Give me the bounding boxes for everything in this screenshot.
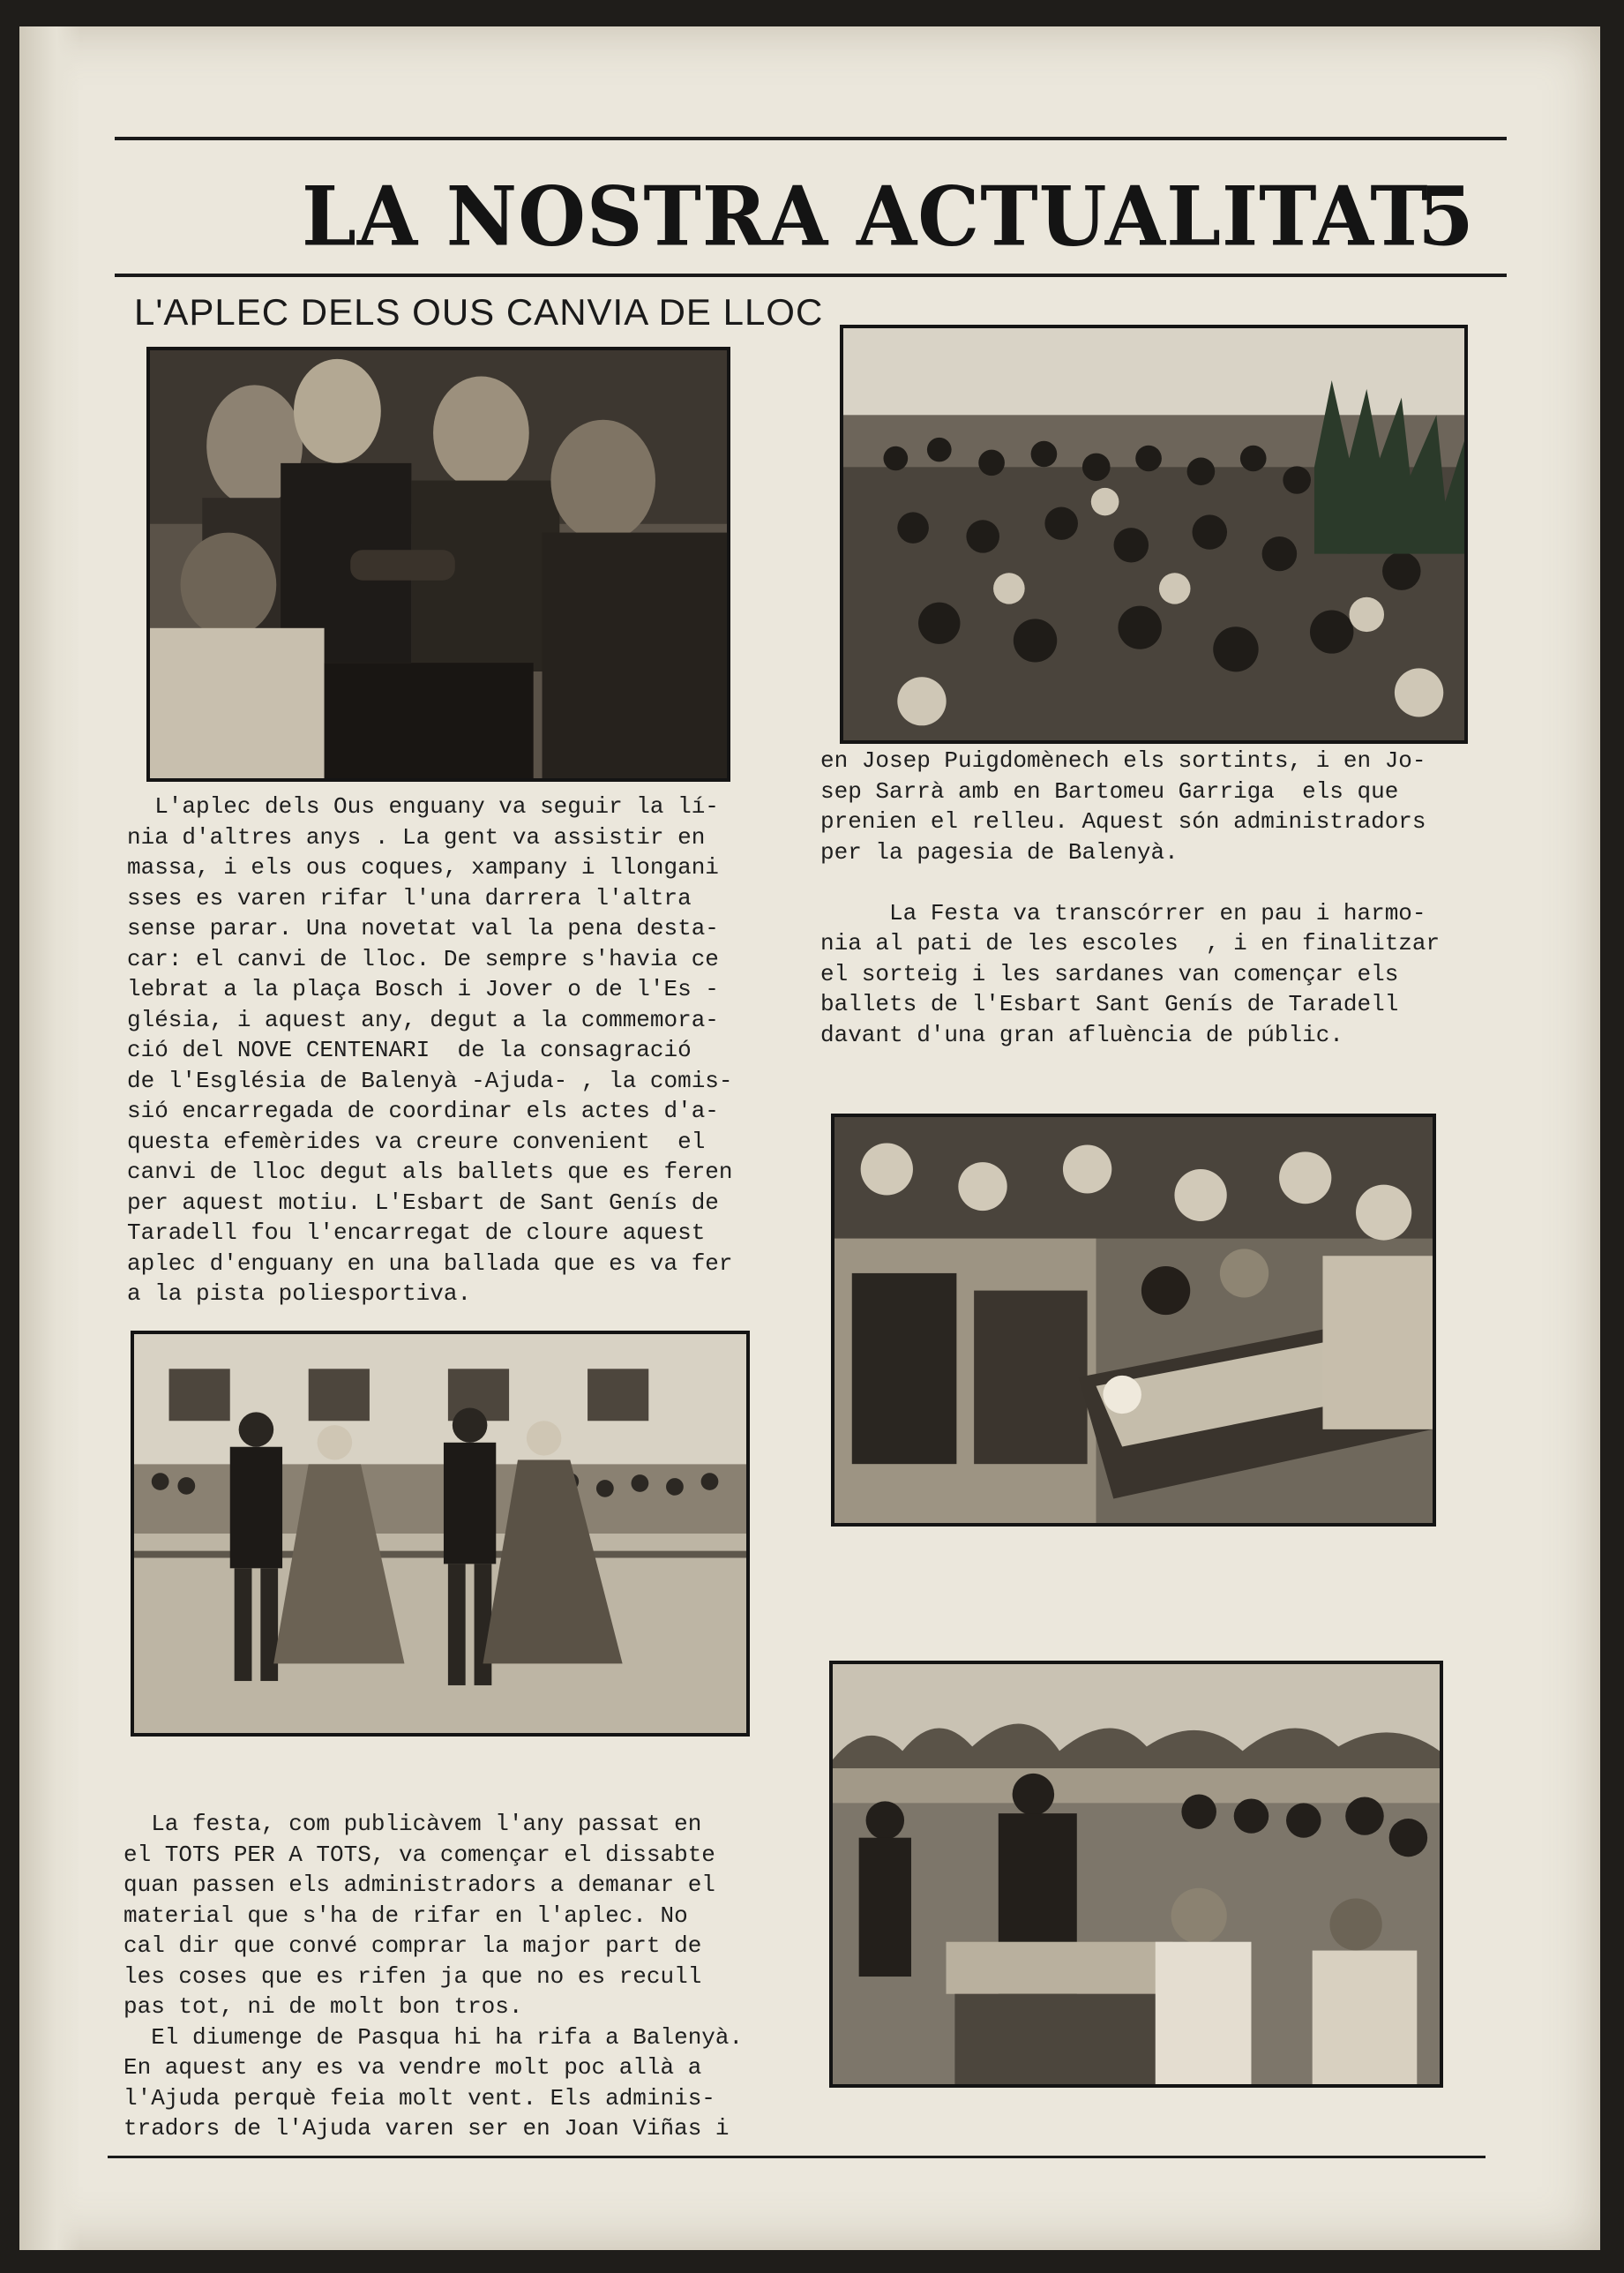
article-column-1-bottom: La festa, com publicàvem l'any passat en el TOTS PER A TOTS, va començar el dissabte quan passen els administradors a demanar el material que s'ha de rifar en l'aplec. No cal dir que convé comprar la major part de les coses que es rifen ja que no es recull pas tot, ni de molt bon tros. El diumenge de Pasqua hi ha rifa a Balenyà. En aquest any es va vendre molt poc allà a l'Ajuda perquè feia molt vent. Els adminis- tradors de l'Ajuda varen ser en Joan Viñas i bbox=[123, 1811, 744, 2142]
photo-raffle-table bbox=[831, 1114, 1436, 1527]
photo-courtyard-crowd bbox=[840, 325, 1468, 744]
page-number: 5 bbox=[1418, 169, 1475, 264]
masthead-bottom-rule bbox=[115, 274, 1507, 277]
article-headline: L'APLEC DELS OUS CANVIA DE LLOC bbox=[134, 291, 824, 333]
magazine-page bbox=[19, 26, 1600, 2250]
photo-crowd-closeup bbox=[146, 347, 730, 782]
article-column-2-top: en Josep Puigdomènech els sortints, i en Jo- sep Sarrà amb en Bartomeu Garriga els que prenien el relleu. Aquest són administradors per la pagesia de Balenyà. La Festa va transcórrer en pau i harmo- nia al pati de les escoles , i en finalitzar el sorteig i les sardanes van començar els ballets de l'Esbart Sant Genís de Taradell davant d'una gran afluència de públic. bbox=[820, 747, 1441, 1048]
masthead-title: LA NOSTRA ACTUALITAT bbox=[302, 168, 1429, 265]
masthead-top-rule bbox=[115, 137, 1507, 140]
page-binding-shadow bbox=[19, 26, 81, 2250]
footer-rule bbox=[108, 2156, 1486, 2158]
article-column-1-top: L'aplec dels Ous enguany va seguir la lí- nia d'altres anys . La gent va assistir en massa, i els ous coques, xampany i llongani sses es varen rifar l'una darrera l'altra sense parar. Una novetat val la pena desta- car: el canvi de lloc. De sempre s'havia ce lebrat a la plaça Bosch i Jover o de l'Es - glésia, i aquest any, degut a la commemora- ció del NOVE CENTENARI de la consagració de l'Església de Balenyà -Ajuda- , la comis- sió encarregada de coordinar els actes d'a- questa efemèrides va creure convenient el canvi de lloc degut als ballets que es feren per aquest motiu. L'Esbart de Sant Genís de Taradell fou l'encarregat de cloure aquest aplec d'enguany en una ballada que es va fer a la pista poliesportiva. bbox=[127, 793, 733, 1307]
photo-outdoor-gathering bbox=[829, 1661, 1443, 2088]
photo-folk-dancers bbox=[131, 1331, 750, 1737]
